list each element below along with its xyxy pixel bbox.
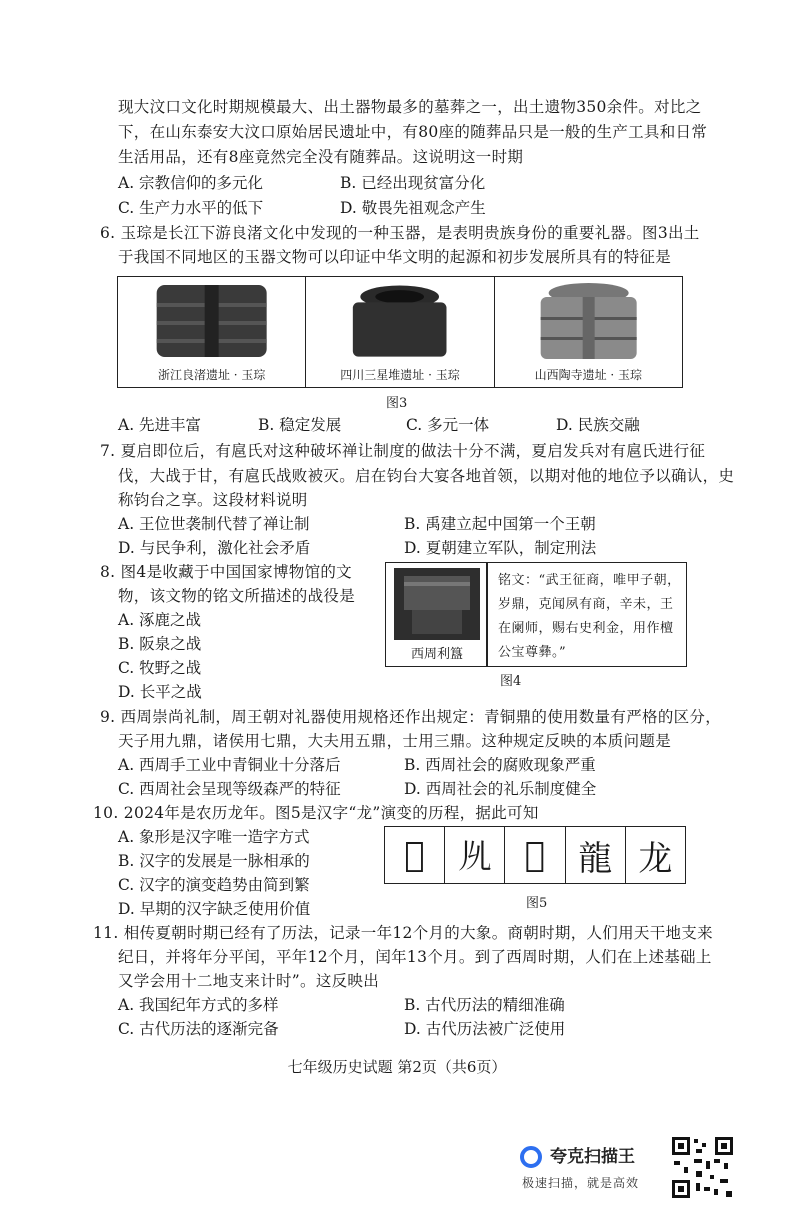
q5-line-1: 现大汶口文化时期规模最大、出土器物最多的墓葬之一，出土遗物350余件。对比之 xyxy=(118,98,702,116)
li-gui-vessel-image xyxy=(394,568,480,640)
jade-cong-taosi xyxy=(495,277,682,387)
q9-option-c: C. 西周社会呈现等级森严的特征 xyxy=(118,780,341,798)
jade-cong-liangzhu-image xyxy=(118,277,305,367)
q6-option-d: D. 民族交融 xyxy=(556,416,640,434)
q10-option-a: A. 象形是汉字唯一造字方式 xyxy=(118,828,310,846)
figure-5 xyxy=(384,826,686,884)
dragon-glyph-seal: 𧆞 xyxy=(505,827,565,883)
q6-line-1: 6. 玉琮是长江下游良渚文化中发现的一种玉器，是表明贵族身份的重要礼器。图3出土 xyxy=(100,224,700,242)
figure-5-caption: 图5 xyxy=(526,896,548,911)
q9-option-a: A. 西周手工业中青铜业十分落后 xyxy=(118,756,341,774)
q7-line-2: 伐，大战于甘，有扈氏战败被灭。启在钧台大宴各地首领，以期对他的地位予以确认，史 xyxy=(118,467,735,485)
jade-cong-sanxingdui-label: 四川三星堆遗址 · 玉琮 xyxy=(340,368,460,382)
q5-option-a: A. 宗教信仰的多元化 xyxy=(118,174,264,192)
dragon-glyph-traditional: 龍 xyxy=(566,827,626,883)
q7-line-3: 称钧台之享。这段材料说明 xyxy=(118,491,308,509)
jade-cong-sanxingdui-image xyxy=(306,277,493,367)
scanner-watermark xyxy=(520,1140,680,1190)
q7-line-1: 7. 夏启即位后，有扈氏对这种破坏禅让制度的做法十分不满，夏启发兵对有扈氏进行征 xyxy=(100,442,706,460)
q7-option-a: A. 王位世袭制代替了禅让制 xyxy=(118,515,310,533)
q10-option-d: D. 早期的汉字缺乏使用价值 xyxy=(118,900,311,918)
jade-cong-taosi-image xyxy=(495,277,682,367)
jade-cong-liangzhu-label: 浙江良渚遗址 · 玉琮 xyxy=(157,368,266,382)
q6-line-2: 于我国不同地区的玉器文物可以印证中华文明的起源和初步发展所具有的特征是 xyxy=(118,248,672,266)
dragon-glyph-oracle: 𠁶 xyxy=(385,827,445,883)
dragon-glyph-bronze: 𠃕 xyxy=(445,827,505,883)
q10-option-b: B. 汉字的发展是一脉相承的 xyxy=(118,852,310,870)
jade-cong-liangzhu xyxy=(118,277,306,387)
q11-option-c: C. 古代历法的逐渐完备 xyxy=(118,1020,279,1038)
q9-line-1: 9. 西周崇尚礼制，周王朝对礼器使用规格还作出规定：青铜鼎的使用数量有严格的区分， xyxy=(100,708,722,726)
q10-line-1: 10. 2024年是农历龙年。图5是汉字“龙”演变的历程，据此可知 xyxy=(93,804,539,822)
dragon-glyph-simplified: 龙 xyxy=(638,838,673,879)
scanner-slogan: 极速扫描，就是高效 xyxy=(522,1176,640,1190)
q5-option-c: C. 生产力水平的低下 xyxy=(118,199,264,217)
quark-logo-icon xyxy=(520,1146,542,1168)
jade-cong-taosi-label: 山西陶寺遗址 · 玉琮 xyxy=(534,368,643,382)
q8-option-b: B. 阪泉之战 xyxy=(118,635,202,653)
q8-option-c: C. 牧野之战 xyxy=(118,659,202,677)
figure-3 xyxy=(117,276,683,388)
q5-option-b: B. 已经出现贫富分化 xyxy=(340,174,486,192)
q11-option-b: B. 古代历法的精细准确 xyxy=(404,996,565,1014)
q11-line-2: 纪日，并将年分平闰，平年12个月，闰年13个月。到了西周时期，人们在上述基础上 xyxy=(118,948,712,966)
li-gui-label: 西周利簋 xyxy=(410,647,463,662)
li-gui-inscription: 铭文：“武王征商，唯甲子朝，岁鼎，克闻夙有商，辛未，王在阑师，赐右史利金，用作檀公宝尊彝。” xyxy=(498,573,681,660)
figure-4 xyxy=(385,562,687,667)
q11-option-d: D. 古代历法被广泛使用 xyxy=(404,1020,566,1038)
page-footer: 七年级历史试题 第2页（共6页） xyxy=(287,1058,507,1076)
q8-line-1: 8. 图4是收藏于中国国家博物馆的文 xyxy=(100,563,352,581)
q8-option-d: D. 长平之战 xyxy=(118,683,202,701)
scanner-app-name: 夸克扫描王 xyxy=(550,1147,635,1167)
q8-option-a: A. 涿鹿之战 xyxy=(118,611,202,629)
q9-option-b: B. 西周社会的腐败现象严重 xyxy=(404,756,596,774)
q9-line-2: 天子用九鼎，诸侯用七鼎，大夫用五鼎，士用三鼎。这种规定反映的本质问题是 xyxy=(118,732,672,750)
q9-option-d: D. 西周社会的礼乐制度健全 xyxy=(404,780,597,798)
q7-option-b: B. 禹建立起中国第一个王朝 xyxy=(404,515,596,533)
qr-code-icon xyxy=(670,1135,735,1200)
q6-option-b: B. 稳定发展 xyxy=(258,416,342,434)
q11-option-a: A. 我国纪年方式的多样 xyxy=(118,996,279,1014)
q11-line-1: 11. 相传夏朝时期已经有了历法，记录一年12个月的大象。商朝时期，人们用天干地支来 xyxy=(93,924,713,942)
jade-cong-sanxingdui xyxy=(306,277,494,387)
q5-option-d: D. 敬畏先祖观念产生 xyxy=(340,199,486,217)
q7-option-d: D. 夏朝建立军队，制定刑法 xyxy=(404,539,597,557)
q5-line-3: 生活用品，还有8座竟然完全没有随葬品。这说明这一时期 xyxy=(118,148,524,166)
q6-option-a: A. 先进丰富 xyxy=(118,416,202,434)
figure-4-divider xyxy=(486,563,488,666)
figure-3-caption: 图3 xyxy=(386,396,408,411)
q10-option-c: C. 汉字的演变趋势由简到繁 xyxy=(118,876,310,894)
q11-line-3: 又学会用十二地支来计时”。这反映出 xyxy=(118,972,380,990)
figure-4-caption: 图4 xyxy=(500,674,522,689)
q6-option-c: C. 多元一体 xyxy=(406,416,490,434)
q5-line-2: 下，在山东泰安大汶口原始居民遗址中，有80座的随葬品只是一般的生产工具和日常 xyxy=(118,123,708,141)
q8-line-2: 物，该文物的铭文所描述的战役是 xyxy=(118,587,356,605)
q7-option-c: D. 与民争利，激化社会矛盾 xyxy=(118,539,311,557)
